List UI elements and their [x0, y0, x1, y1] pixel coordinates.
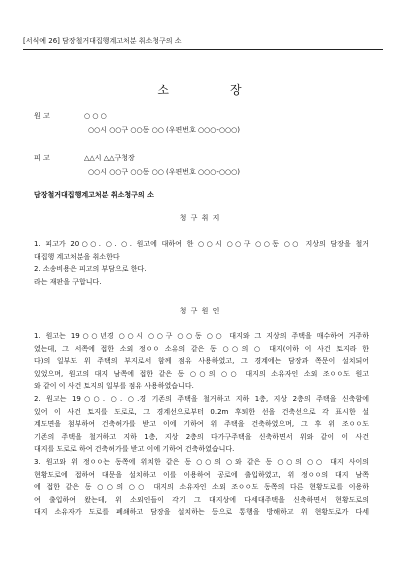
cause-line: 있어 이 사건 토지를 도로로, 그 경계선으로부터 0.2m 후퇴한 선을 건축선으로 각 표시한 설 — [34, 407, 369, 416]
purpose-body — [34, 238, 369, 288]
cause-line: 와 같이 이 사건 토지의 일부를 점유 사용하였습니다. — [34, 382, 194, 391]
plaintiff-block — [34, 113, 240, 134]
cause-line: 여 출입하여 왔는데, 위 소외인들이 각기 그 대지상에 다세대주택을 신축하면서 현황도로의 — [34, 495, 369, 504]
purpose-line: 라는 재판을 구합니다. — [34, 277, 102, 286]
cause-line: 현황도로에 접하여 대문을 설치하고 이를 이용하여 공로에 출입하였고, 위 정ㅇㅇ의 대지 남쪽 — [34, 470, 369, 479]
cause-line: 에 접한 같은 동 ○○의 ○○ 대지의 소유자인 소외 조ㅇㅇ도 동쪽의 다른 현황도로를 이용하 — [34, 483, 369, 492]
cause-body — [34, 330, 369, 519]
cause-line: 3. 원고와 위 정ㅇㅇ는 동쪽에 위치한 같은 동 ○○의 ○와 같은 동 ○○의 ○○ 대지 사이의 — [34, 457, 369, 466]
cause-line: 다)의 일부도 위 주택의 부지로서 함께 점유 사용하였고, 그 경계에는 담장과 쪽문이 설치되어 — [34, 357, 369, 366]
defendant-role: 피 고 — [34, 154, 50, 162]
cause-line: 2. 원고는 19○○. ○. ○.경 기존의 주택을 철거하고 지하 1층, 지상 2층의 주택을 신축함에 — [34, 394, 369, 403]
cause-line: 1. 원고는 19○○년경 ○○시 ○○구 ○○동 ○○ 대지와 그 지상의 주택을 매수하여 거주하 — [34, 332, 369, 340]
cause-line: 계도면을 첨부하여 건축허가를 받고 이에 기하여 위 주택을 건축하였으며, 그 후 위 조ㅇㅇ도 — [34, 420, 369, 429]
cause-line: 있었으며, 원고의 대지 남쪽에 접한 같은 동 ○○의 ○○ 대지의 소유자인 소외 조ㅇㅇ도 원고 — [34, 369, 369, 378]
document-title — [0, 81, 400, 98]
cause-line: 였는데, 그 서쪽에 접한 소외 정ㅇㅇ 소유의 같은 동 ○○의 ○ 대지(이하 이 사건 토지라 한 — [34, 344, 369, 353]
case-name: 담장철거대집행계고처분 취소청구의 소 — [34, 191, 154, 199]
purpose-line: 2. 소송비용은 피고의 부담으로 한다. — [34, 265, 147, 274]
document-title-char-2: 장 — [230, 83, 243, 97]
purpose-heading: 청 구 취 지 — [179, 214, 221, 222]
defendant-block — [34, 155, 240, 176]
plaintiff-name: ○ ○ ○ — [84, 112, 107, 120]
document-title-char-1: 소 — [157, 83, 170, 97]
cause-line: 기존의 주택을 철거하고 지하 1층, 지상 2층의 다가구주택을 신축하면서 위와 같이 이 사건 — [34, 432, 369, 441]
plaintiff-address: ○○시 ○○구 ○○동 ○○ (우편번호 ○○○-○○○) — [88, 126, 240, 134]
purpose-line: 1. 피고가 20○○. ○. ○. 원고에 대하여 한 ○○시 ○○구 ○○동 ○○ 지상의 담장을 철거 — [34, 240, 369, 248]
form-title: [서식예 26] 담장철거대집행계고처분 취소청구의 소 — [23, 36, 383, 50]
defendant-address: ○○시 ○○구 ○○동 ○○ (우편번호 ○○○-○○○) — [88, 168, 240, 176]
plaintiff-role: 원 고 — [34, 112, 50, 120]
cause-line: 대지 소유자가 도로를 폐쇄하고 담장을 설치하는 등으로 통행을 방해하고 위 현황도로가 다세 — [34, 508, 369, 517]
cause-heading: 청 구 원 인 — [179, 307, 221, 315]
purpose-line: 대집행 계고처분을 취소한다 — [34, 252, 120, 261]
defendant-name: △△시 △△구청장 — [84, 154, 135, 162]
cause-line: 대지를 도로로 하여 건축허가를 받고 이에 기하여 건축하였습니다. — [34, 445, 235, 454]
